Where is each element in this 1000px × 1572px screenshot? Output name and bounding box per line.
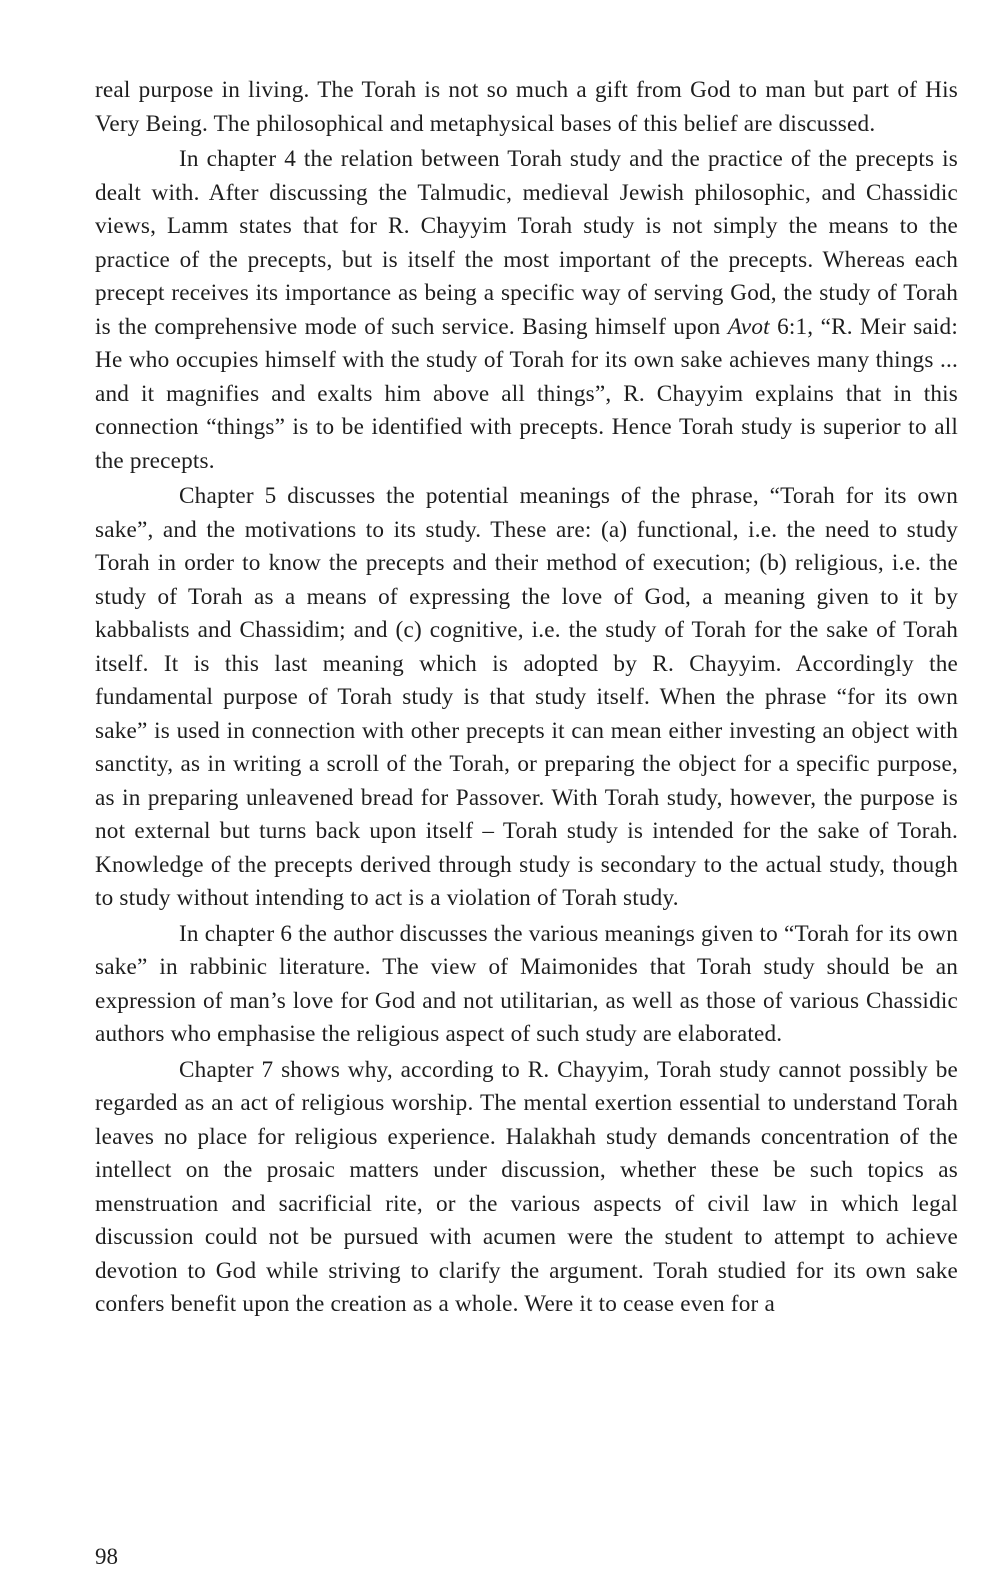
text-run: Chapter 7 shows why, according to R. Chayyim, Torah study cannot possibly be regarded as an act of religious worship. The mental exertion essential to understand Torah leaves no place for religious experience. Halakhah study demands concentration of the intellect on the prosaic matters under discussion, whether these be such topics as menstruation and sacrificial rite, or the various aspects of civil law in which legal discussion could not be pursued with acumen were the student to attempt to achieve devotion to God while striving to clarify the argument. Torah studied for its own sake confers benefit upon the creation as a whole. Were it to cease even for a bbox=[95, 1056, 958, 1317]
italic-citation: Avot bbox=[727, 313, 770, 340]
text-run: Chapter 5 discusses the potential meanings of the phrase, “Torah for its own sake”, and the motivations to its study. These are: (a) functional, i.e. the need to study Torah in order to know the precepts and their method of execution; (b) religious, i.e. the study of Torah as a means of expressing the love of God, a meaning given to it by kabbalists and Chassidim; and (c) cognitive, i.e. the study of Torah for the sake of Torah itself. It is this last meaning which is adopted by R. Chayyim. Accordingly the fundamental purpose of Torah study is that study itself. When the phrase “for its own sake” is used in connection with other precepts it can mean either investing an object with sanctity, as in writing a scroll of the Torah, or preparing the object for a specific purpose, as in preparing unleavened bread for Passover. With Torah study, however, the purpose is not external but turns back upon itself – Torah study is intended for the sake of Torah. Knowledge of the precepts derived through study is secondary to the actual study, though to study without intending to act is a violation of Torah study. bbox=[95, 483, 958, 911]
text-run: In chapter 4 the relation between Torah study and the practice of the precepts is dealt with. After discussing the Talmudic, medieval Jewish philosophic, and Chassidic views, Lamm states that for R. Chayyim Torah study is not simply the means to the practice of the precepts, but is itself the most important of the precepts. Whereas each precept receives its importance as being a specific way of serving God, the study of Torah is the comprehensive mode of such service. Basing himself upon bbox=[95, 146, 958, 340]
page-number: 98 bbox=[95, 1544, 118, 1569]
text-run: real purpose in living. The Torah is not so much a gift from God to man but part of His Very Being. The philosophical and metaphysical bases of this belief are discussed. bbox=[95, 77, 958, 137]
page-body bbox=[95, 74, 958, 1322]
text-run: 6:1, “R. Meir said: He who occupies himself with the study of Torah for its own sake achieves many things ... and it magnifies and exalts him above all things”, R. Chayyim explains that in this connection “things” is to be identified with precepts. Hence Torah study is superior to all the precepts. bbox=[95, 313, 958, 474]
body-paragraph bbox=[95, 1054, 958, 1322]
text-run: In chapter 6 the author discusses the various meanings given to “Torah for its own sake” in rabbinic literature. The view of Maimonides that Torah study should be an expression of man’s love for God and not utilitarian, as well as those of various Chassidic authors who emphasise the religious aspect of such study are elaborated. bbox=[95, 920, 958, 1047]
body-paragraph bbox=[95, 480, 958, 916]
body-paragraph bbox=[95, 918, 958, 1052]
body-paragraph bbox=[95, 143, 958, 478]
body-paragraph bbox=[95, 74, 958, 141]
